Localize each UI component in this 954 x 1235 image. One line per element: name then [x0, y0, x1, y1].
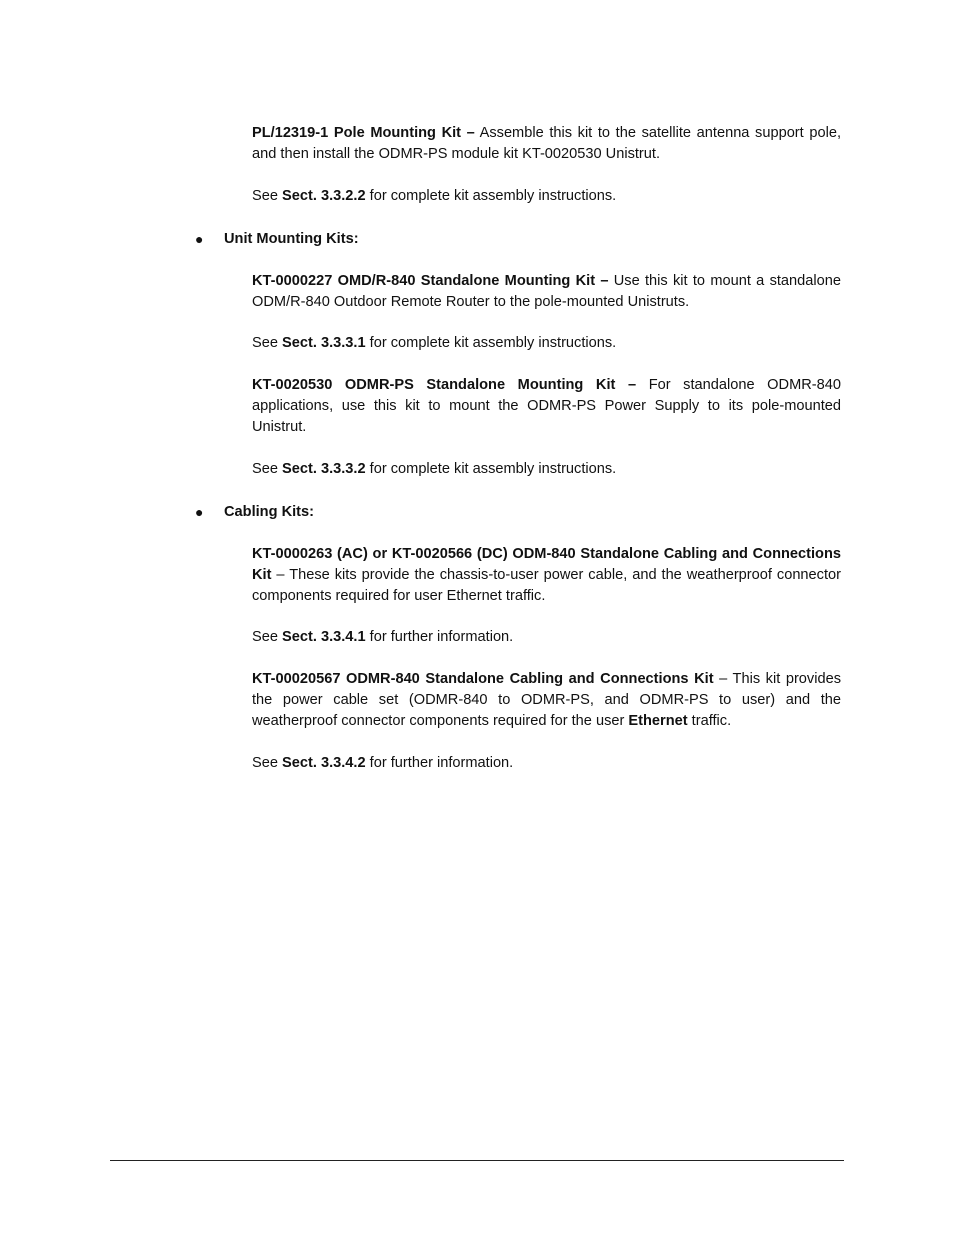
section-reference: Sect. 3.3.4.1: [282, 629, 366, 645]
bullet-icon: ●: [195, 231, 204, 247]
kit-title: PL/12319-1 Pole Mounting Kit –: [252, 125, 475, 141]
kit-description: – These kits provide the chassis-to-user power cable, and the weatherproof connector components required for user Ethernet traffic.: [252, 567, 841, 604]
kit-0020530-paragraph: [252, 375, 841, 438]
kit-title: KT-0000263 (AC) or KT-0020566 (DC) ODM-840 Standalone Cabling and Connections Kit: [252, 546, 841, 583]
footer-divider: [110, 1160, 844, 1161]
bullet-heading: Unit Mounting Kits:: [224, 231, 359, 247]
see-suffix: for further information.: [365, 629, 514, 645]
kit-description: Use this kit to mount a standalone ODM/R-840 Outdoor Remote Router to the pole-mounted Unistruts.: [252, 273, 841, 310]
section-reference: Sect. 3.3.3.1: [282, 335, 366, 351]
see-section-paragraph: [252, 459, 841, 480]
kit-0000227-paragraph: [252, 271, 841, 313]
kit-00020567-paragraph: [252, 669, 841, 732]
see-prefix: See: [252, 629, 283, 645]
kit-description-tail: traffic.: [687, 713, 732, 729]
bullet-icon: ●: [195, 504, 204, 520]
see-prefix: See: [252, 461, 283, 477]
see-suffix: for complete kit assembly instructions.: [365, 188, 617, 204]
see-suffix: for complete kit assembly instructions.: [365, 461, 617, 477]
see-prefix: See: [252, 188, 283, 204]
see-prefix: See: [252, 755, 283, 771]
see-section-paragraph: [252, 627, 841, 648]
section-reference: Sect. 3.3.2.2: [282, 188, 366, 204]
see-suffix: for complete kit assembly instructions.: [365, 335, 617, 351]
kit-description: For standalone ODMR-840 applications, use this kit to mount the ODMR-PS Power Supply to its pole-mounted Unistrut.: [252, 377, 841, 435]
kit-description: – This kit provides the power cable set (ODMR-840 to ODMR-PS, and ODMR-PS to user) and the weatherproof connector components required for the user: [252, 671, 841, 729]
see-section-paragraph: [252, 186, 841, 207]
see-prefix: See: [252, 335, 283, 351]
pole-mounting-kit-paragraph: [252, 123, 841, 165]
kit-title: KT-0000227 OMD/R-840 Standalone Mounting Kit –: [252, 273, 609, 289]
kit-title: KT-0020530 ODMR-PS Standalone Mounting Kit –: [252, 377, 637, 393]
ethernet-emphasis: Ethernet: [628, 713, 688, 729]
kit-description: Assemble this kit to the satellite antenna support pole, and then install the ODMR-PS module kit KT-0020530 Unistrut.: [252, 125, 841, 162]
section-reference: Sect. 3.3.3.2: [282, 461, 366, 477]
see-section-paragraph: [252, 753, 841, 774]
bullet-heading: Cabling Kits:: [224, 504, 314, 520]
section-reference: Sect. 3.3.4.2: [282, 755, 366, 771]
see-suffix: for further information.: [365, 755, 514, 771]
kit-0000263-paragraph: [252, 544, 841, 607]
see-section-paragraph: [252, 333, 841, 354]
kit-title: KT-00020567 ODMR-840 Standalone Cabling and Connections Kit: [252, 671, 714, 687]
